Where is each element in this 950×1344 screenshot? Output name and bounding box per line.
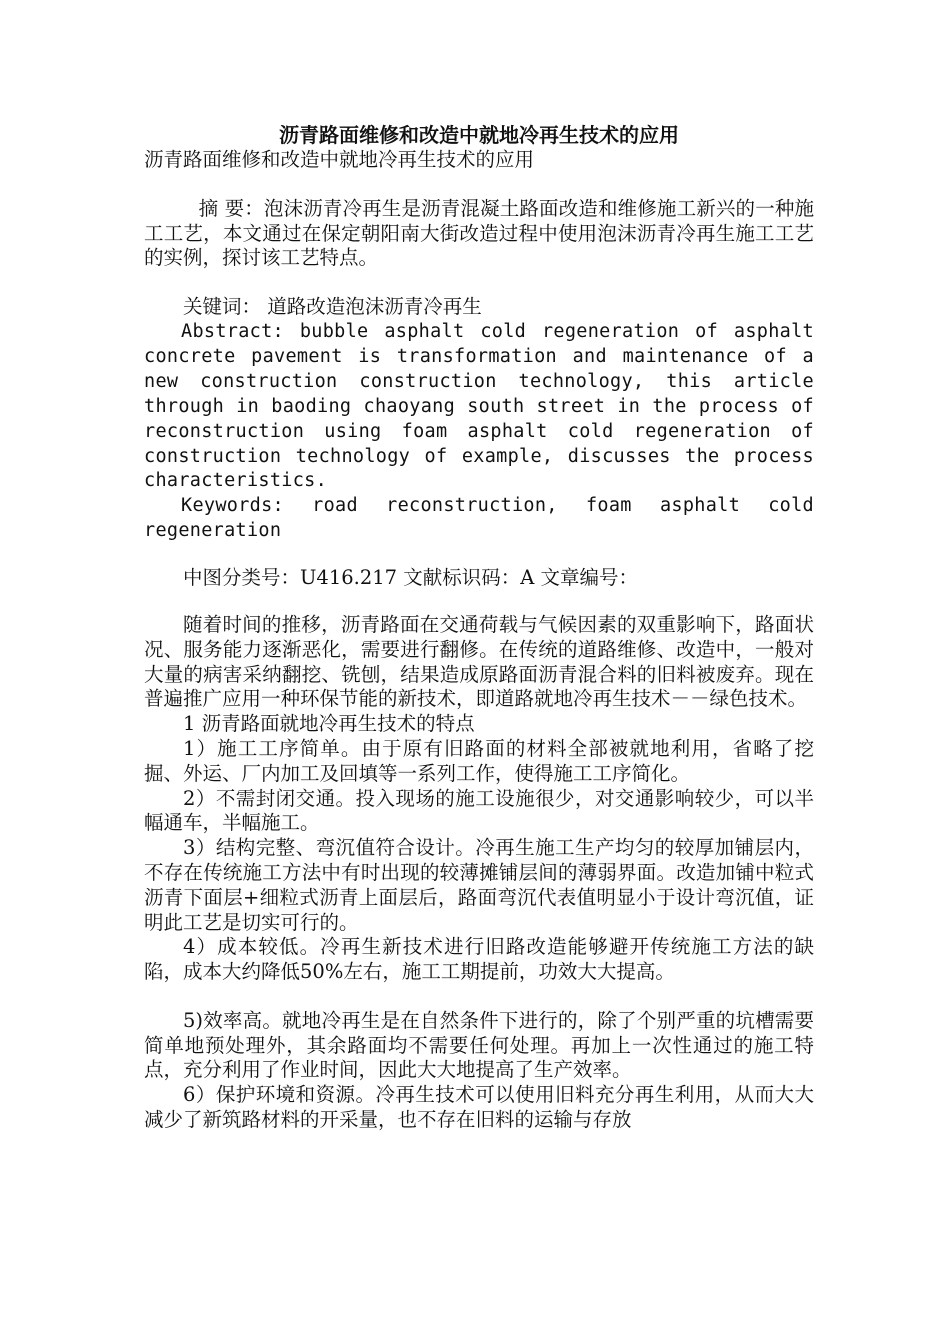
feature-point-1: 1）施工工序简单。由于原有旧路面的材料全部被就地利用，省略了挖掘、外运、厂内加工及回填等一系列工作，使得施工工序简化。 [144, 736, 814, 785]
spacer [144, 271, 814, 295]
keywords-english: Keywords: road reconstruction, foam asphalt cold regeneration [144, 495, 814, 542]
document-title: 沥青路面维修和改造中就地冷再生技术的应用 [279, 123, 679, 147]
feature-point-6: 6）保护环境和资源。冷再生技术可以使用旧料充分再生利用，从而大大减少了新筑路材料的开采量，也不存在旧料的运输与存放 [144, 1083, 814, 1132]
feature-point-5: 5)效率高。就地冷再生是在自然条件下进行的，除了个别严重的坑槽需要简单地预处理外，其余路面均不需要任何处理。再加上一次性通过的施工特点，充分利用了作业时间，因此大大地提高了生产效率。 [144, 1008, 814, 1082]
document-page [144, 120, 814, 1133]
spacer [144, 173, 814, 197]
abstract-chinese: 摘 要：泡沫沥青冷再生是沥青混凝土路面改造和维修施工新兴的一种施工工艺，本文通过在保定朝阳南大街改造过程中使用泡沫沥青冷再生施工工艺的实例，探讨该工艺特点。 [144, 196, 814, 270]
intro-paragraph: 随着时间的推移，沥青路面在交通荷载与气候因素的双重影响下，路面状况、服务能力逐渐恶化，需要进行翻修。在传统的道路维修、改造中，一般对大量的病害采纳翻挖、铣刨，结果造成原路面沥青混合料的旧料被废弃。现在普遍推广应用一种环保节能的新技术，即道路就地冷再生技术－－绿色技术。 [144, 612, 814, 711]
spacer [144, 544, 814, 566]
classification-line: 中图分类号：U416.217 文献标识码：A 文章编号： [183, 566, 639, 590]
keywords-chinese: 关键词： 道路改造泡沫沥青冷再生 [183, 295, 482, 319]
spacer [144, 591, 814, 613]
section-heading: 1 沥青路面就地冷再生技术的特点 [183, 712, 475, 736]
abstract-english: Abstract: bubble asphalt cold regeneration of asphalt concrete pavement is transformation and maintenance of a new construction construction technology, this article through in baoding chaoyang south street in the process of reconstruction using foam asphalt cold regeneration of construction technology of example, discusses the process characteristics. [144, 320, 814, 492]
feature-point-2: 2）不需封闭交通。投入现场的施工设施很少，对交通影响较少，可以半幅通车，半幅施工。 [144, 786, 814, 835]
spacer [144, 985, 814, 1009]
feature-point-4: 4）成本较低。冷再生新技术进行旧路改造能够避开传统施工方法的缺陷，成本大约降低50%左右，施工工期提前，功效大大提高。 [144, 935, 814, 984]
document-subtitle: 沥青路面维修和改造中就地冷再生技术的应用 [144, 148, 535, 171]
feature-point-3: 3）结构完整、弯沉值符合设计。冷再生施工生产均匀的较厚加铺层内，不存在传统施工方法中有时出现的较薄摊铺层间的薄弱界面。改造加铺中粒式沥青下面层+细粒式沥青上面层后，路面弯沉代表值明显小于设计弯沉值，证明此工艺是切实可行的。 [144, 836, 814, 934]
